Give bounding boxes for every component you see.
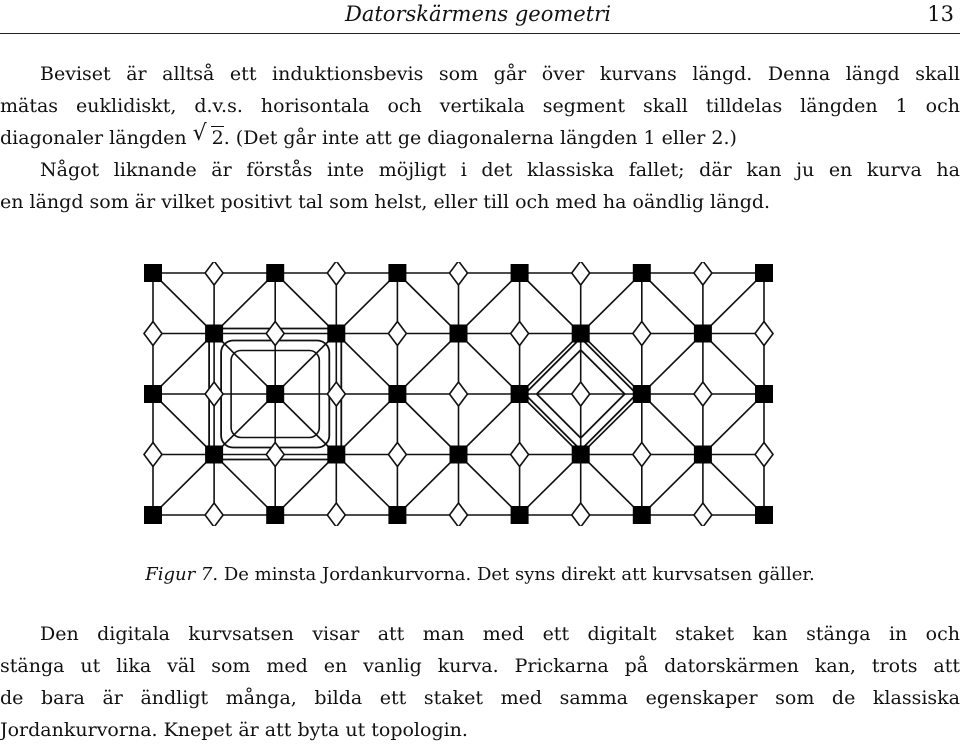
paragraph-line: stänga ut lika väl som med en vanlig kurva. Prickarna på datorskärmen kan, trots att xyxy=(0,655,960,677)
open-diamond-node xyxy=(572,382,590,406)
open-diamond-node xyxy=(327,262,345,285)
filled-square-node xyxy=(205,325,223,343)
paragraph-line: Jordankurvorna. Knepet är att byta ut topologin. xyxy=(0,719,468,741)
running-header xyxy=(0,0,960,34)
sqrt-expression xyxy=(193,122,224,154)
grid-diagonal xyxy=(520,455,581,516)
paragraph-line: Beviset är alltså ett induktionsbevis som går över kurvans längd. Denna längd skall xyxy=(40,63,960,85)
filled-square-node xyxy=(266,385,284,403)
filled-square-node xyxy=(388,385,406,403)
filled-square-node xyxy=(205,446,223,464)
grid-diagonal xyxy=(581,273,642,334)
paragraph-line xyxy=(0,122,960,154)
grid-diagonal xyxy=(642,394,703,455)
grid-diagonal xyxy=(336,455,397,516)
filled-square-node xyxy=(572,325,590,343)
grid-diagonal xyxy=(581,334,642,395)
open-diamond-node xyxy=(266,322,284,346)
figure-caption-text: De minsta Jordankurvorna. Det syns direkt att kurvsatsen gäller. xyxy=(223,564,815,585)
open-diamond-node xyxy=(205,262,223,285)
filled-square-node xyxy=(633,385,651,403)
grid-diagonal xyxy=(214,273,275,334)
page-number: 13 xyxy=(927,2,954,26)
figure-label: Figur 7. xyxy=(145,564,219,585)
grid-diagonal xyxy=(581,394,642,455)
grid-diagonal xyxy=(459,394,520,455)
open-diamond-node xyxy=(511,322,529,346)
paragraph-line: Något liknande är förstås inte möjligt i det klassiska fallet; där kan ju en kurva ha xyxy=(40,159,960,181)
open-diamond-node xyxy=(205,503,223,526)
filled-square-node xyxy=(633,264,651,282)
filled-square-node xyxy=(144,506,162,524)
grid-diagonal xyxy=(214,455,275,516)
grid-diagonal xyxy=(642,334,703,395)
open-diamond-node xyxy=(266,443,284,467)
open-diamond-node xyxy=(694,382,712,406)
open-diamond-node xyxy=(633,443,651,467)
jordan-curves-figure xyxy=(140,262,780,526)
filled-square-node xyxy=(694,446,712,464)
grid-diagonal xyxy=(642,273,703,334)
grid-diagonal xyxy=(703,394,764,455)
text-fragment: diagonaler längden xyxy=(0,127,187,149)
filled-square-node xyxy=(511,264,529,282)
open-diamond-node xyxy=(450,382,468,406)
filled-square-node xyxy=(388,264,406,282)
filled-square-node xyxy=(144,264,162,282)
filled-square-node xyxy=(572,446,590,464)
paragraph-digital-curve xyxy=(0,618,960,746)
grid-diagonal xyxy=(703,334,764,395)
paragraph-line: en längd som är vilket positivt tal som helst, eller till och med ha oändlig längd. xyxy=(0,191,771,213)
grid-diagonal xyxy=(703,273,764,334)
open-diamond-node xyxy=(327,503,345,526)
grid-diagonal xyxy=(275,273,336,334)
grid-diagonal xyxy=(397,334,458,395)
open-diamond-node xyxy=(572,503,590,526)
text-fragment: . (Det går inte att ge diagonalerna längden 1 eller 2.) xyxy=(223,127,737,149)
filled-square-node xyxy=(327,446,345,464)
grid-diagonal xyxy=(336,334,397,395)
filled-square-node xyxy=(266,264,284,282)
filled-square-node xyxy=(755,385,773,403)
grid-diagonal xyxy=(397,394,458,455)
filled-square-node xyxy=(511,385,529,403)
filled-square-node xyxy=(511,506,529,524)
open-diamond-node xyxy=(450,262,468,285)
grid-diagonal xyxy=(214,334,275,395)
paragraph-proof-length xyxy=(0,58,960,218)
open-diamond-node xyxy=(694,503,712,526)
grid-diagonal xyxy=(703,455,764,516)
open-diamond-node xyxy=(450,503,468,526)
open-diamond-node xyxy=(694,262,712,285)
sqrt-argument: 2 xyxy=(211,127,224,149)
grid-diagonal xyxy=(214,394,275,455)
grid-diagonal xyxy=(275,455,336,516)
grid-diagonal xyxy=(153,334,214,395)
radical-sign: √ xyxy=(192,121,207,146)
open-diamond-node xyxy=(633,322,651,346)
grid-diagonal xyxy=(520,394,581,455)
grid-diagonal xyxy=(275,394,336,455)
grid-diagonal xyxy=(153,455,214,516)
grid-diagonal xyxy=(153,273,214,334)
filled-square-node xyxy=(633,506,651,524)
grid-diagonal xyxy=(459,334,520,395)
figure-caption xyxy=(0,561,960,589)
open-diamond-node xyxy=(755,443,773,467)
grid-diagonal xyxy=(153,394,214,455)
grid-diagonal xyxy=(520,334,581,395)
filled-square-node xyxy=(388,506,406,524)
grid-diagonal xyxy=(397,273,458,334)
filled-square-node xyxy=(144,385,162,403)
grid-diagonal xyxy=(459,455,520,516)
open-diamond-node xyxy=(755,322,773,346)
filled-square-node xyxy=(755,506,773,524)
filled-square-node xyxy=(694,325,712,343)
open-diamond-node xyxy=(572,262,590,285)
paragraph-line: de bara är ändligt många, bilda ett staket med samma egenskaper som de klassiska xyxy=(0,687,960,709)
paragraph-line: Den digitala kurvsatsen visar att man med ett digitalt staket kan stänga in och xyxy=(40,623,960,645)
filled-square-node xyxy=(450,325,468,343)
grid-diagonal xyxy=(520,273,581,334)
grid-diagonal xyxy=(336,273,397,334)
paragraph-line: mätas euklidiskt, d.v.s. horisontala och vertikala segment skall tilldelas längden 1 och xyxy=(0,95,960,117)
grid-diagonal xyxy=(275,334,336,395)
grid-diagonal xyxy=(581,455,642,516)
open-diamond-node xyxy=(511,443,529,467)
open-diamond-node xyxy=(388,322,406,346)
filled-square-node xyxy=(450,446,468,464)
open-diamond-node xyxy=(144,443,162,467)
running-title: Datorskärmens geometri xyxy=(345,2,611,26)
filled-square-node xyxy=(327,325,345,343)
grid-diagonal xyxy=(397,455,458,516)
filled-square-node xyxy=(755,264,773,282)
open-diamond-node xyxy=(144,322,162,346)
grid-diagonal xyxy=(642,455,703,516)
open-diamond-node xyxy=(388,443,406,467)
grid-diagonal xyxy=(336,394,397,455)
filled-square-node xyxy=(266,506,284,524)
grid-diagonal xyxy=(459,273,520,334)
